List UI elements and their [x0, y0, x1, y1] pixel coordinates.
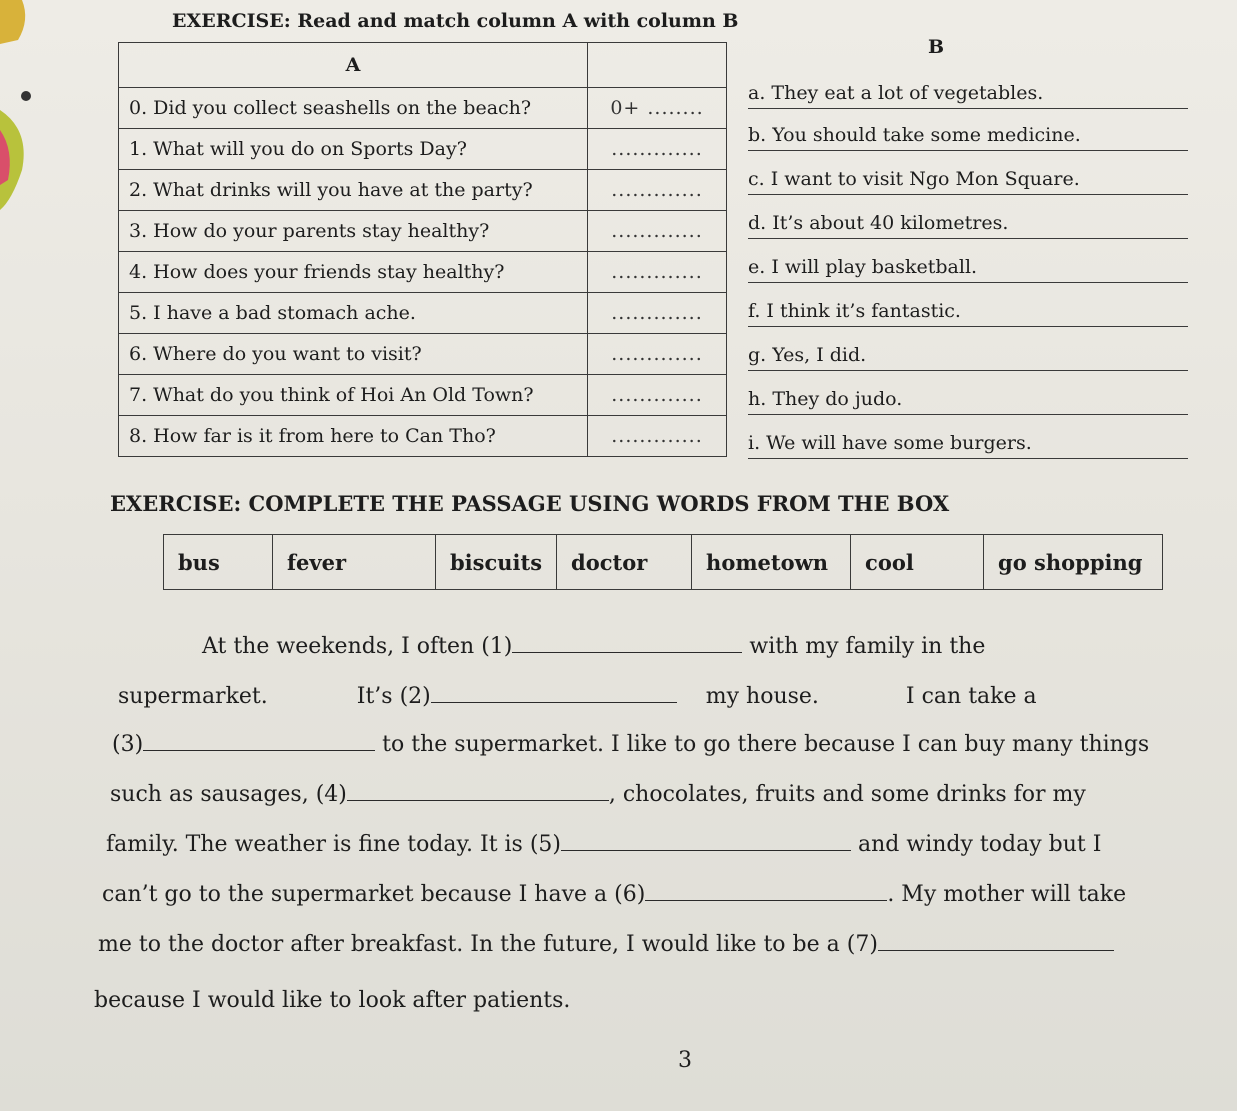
question-0: 0. Did you collect seashells on the beach? [119, 88, 588, 129]
table-row [119, 88, 727, 129]
passage-line-6 [102, 880, 1126, 907]
answer-option-a: a. They eat a lot of vegetables. [748, 82, 1188, 109]
answer-option-i: i. We will have some burgers. [748, 432, 1188, 459]
exercise1-title: EXERCISE: Read and match column A with column B [172, 10, 739, 32]
page-number: 3 [678, 1048, 692, 1073]
exercise2-title: EXERCISE: COMPLETE THE PASSAGE USING WORDS FROM THE BOX [110, 491, 950, 516]
table-row [119, 170, 727, 211]
passage-line-7 [98, 930, 1114, 957]
answer-blank-6[interactable]: ............. [588, 334, 727, 375]
blank-4[interactable] [347, 780, 609, 801]
passage-text: family. The weather is fine today. It is (5) [106, 832, 562, 857]
column-b-header: B [928, 36, 945, 58]
table-row [119, 416, 727, 457]
passage-text: can’t go to the supermarket because I have a (6) [102, 882, 646, 907]
question-6: 6. Where do you want to visit? [119, 334, 588, 375]
word-cool: cool [851, 535, 984, 590]
cartoon-edge-illustration [0, 0, 40, 220]
passage-text: I can take a [905, 684, 1037, 709]
passage-line-2 [118, 682, 1037, 709]
blank-7[interactable] [878, 930, 1114, 951]
question-2: 2. What drinks will you have at the party? [119, 170, 588, 211]
answer-blank-0[interactable]: 0+ ........ [588, 88, 727, 129]
column-a-header: A [119, 43, 588, 88]
answer-option-c: c. I want to visit Ngo Mon Square. [748, 168, 1188, 195]
answer-blank-5[interactable]: ............. [588, 293, 727, 334]
passage-text: with my family in the [749, 634, 986, 659]
answer-blank-3[interactable]: ............. [588, 211, 727, 252]
word-bus: bus [164, 535, 273, 590]
table-row [119, 375, 727, 416]
answer-blank-1[interactable]: ............. [588, 129, 727, 170]
table-row [119, 129, 727, 170]
passage-text: me to the doctor after breakfast. In the future, I would like to be a (7) [98, 932, 878, 957]
passage-text: At the weekends, I often (1) [202, 634, 513, 659]
question-8: 8. How far is it from here to Can Tho? [119, 416, 588, 457]
answer-blank-4[interactable]: ............. [588, 252, 727, 293]
word-go-shopping: go shopping [984, 535, 1163, 590]
match-table [118, 42, 727, 457]
passage-text: and windy today but I [858, 832, 1102, 857]
answer-option-h: h. They do judo. [748, 388, 1188, 415]
answer-option-e: e. I will play basketball. [748, 256, 1188, 283]
passage-text: to the supermarket. I like to go there because I can buy many things [382, 732, 1150, 757]
word-fever: fever [273, 535, 436, 590]
passage-text: , chocolates, fruits and some drinks for my [608, 782, 1086, 807]
answer-option-g: g. Yes, I did. [748, 344, 1188, 371]
passage-line-4 [110, 780, 1086, 807]
blank-2[interactable] [431, 682, 677, 703]
blank-5[interactable] [561, 830, 851, 851]
passage-line-1 [202, 632, 985, 659]
passage-text: because I would like to look after patients. [94, 988, 571, 1013]
word-hometown: hometown [692, 535, 851, 590]
answer-column-header [588, 43, 727, 88]
passage-text: It’s (2) [356, 684, 431, 709]
question-4: 4. How does your friends stay healthy? [119, 252, 588, 293]
passage-text: . My mother will take [887, 882, 1127, 907]
passage-text: such as sausages, (4) [110, 782, 347, 807]
word-doctor: doctor [557, 535, 692, 590]
passage-line-3 [112, 730, 1149, 757]
blank-1[interactable] [512, 632, 742, 653]
passage-line-5 [106, 830, 1101, 857]
question-3: 3. How do your parents stay healthy? [119, 211, 588, 252]
question-5: 5. I have a bad stomach ache. [119, 293, 588, 334]
question-7: 7. What do you think of Hoi An Old Town? [119, 375, 588, 416]
word-box [163, 534, 1163, 590]
answer-blank-7[interactable]: ............. [588, 375, 727, 416]
table-row [119, 334, 727, 375]
blank-6[interactable] [645, 880, 887, 901]
question-1: 1. What will you do on Sports Day? [119, 129, 588, 170]
answer-option-f: f. I think it’s fantastic. [748, 300, 1188, 327]
passage-text: supermarket. [118, 684, 268, 709]
passage-text: my house. [705, 684, 819, 709]
passage-text: (3) [112, 732, 144, 757]
passage-line-8 [94, 988, 570, 1013]
answer-option-d: d. It’s about 40 kilometres. [748, 212, 1188, 239]
blank-3[interactable] [143, 730, 375, 751]
word-biscuits: biscuits [436, 535, 557, 590]
answer-option-b: b. You should take some medicine. [748, 124, 1188, 151]
table-row [119, 293, 727, 334]
answer-blank-2[interactable]: ............. [588, 170, 727, 211]
table-row [119, 211, 727, 252]
table-row [119, 252, 727, 293]
answer-blank-8[interactable]: ............. [588, 416, 727, 457]
